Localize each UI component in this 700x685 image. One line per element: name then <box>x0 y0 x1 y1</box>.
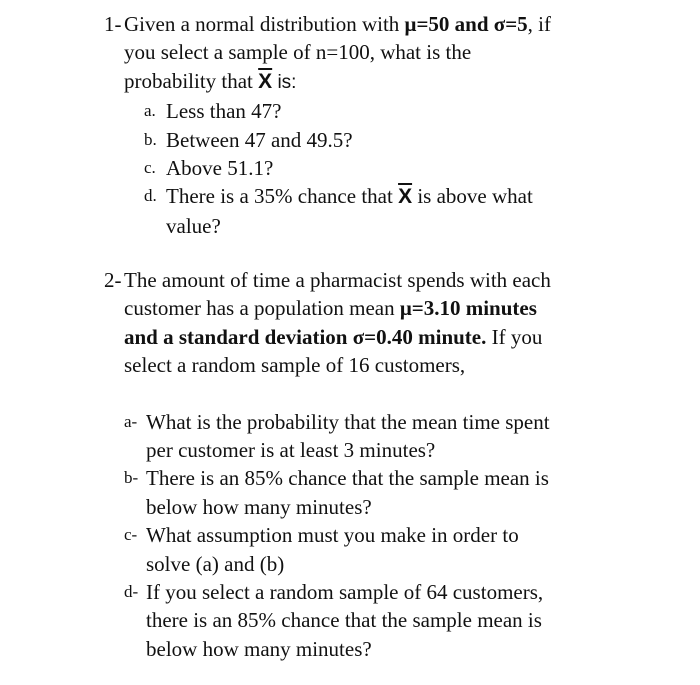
item-text: Above 51.1? <box>166 156 274 181</box>
item-label: b. <box>144 129 157 149</box>
question-2-line-3 <box>124 323 634 351</box>
q1-item-c <box>124 154 634 182</box>
q1-item-d <box>124 182 634 240</box>
question-2-stem <box>124 266 634 380</box>
q2-line2-text: customer has a population mean <box>124 296 400 321</box>
item-text-tail: is above what <box>412 184 533 209</box>
question-2-line-1: The amount of time a pharmacist spends with each <box>124 268 551 292</box>
item-line-1: There is an 85% chance that the sample mean is <box>146 466 549 491</box>
x-bar-symbol: $\overline{X}$ <box>258 69 273 93</box>
q1-item-b <box>124 126 634 154</box>
item-label: c. <box>144 158 156 178</box>
item-line-1: If you select a random sample of 64 customers, <box>146 580 544 605</box>
question-2-subparts <box>104 408 634 664</box>
q1-parameters: μ=50 and σ=5 <box>404 12 528 36</box>
item-label: a. <box>144 101 156 121</box>
q2-item-b <box>104 464 634 521</box>
question-2-line-4: select a random sample of 16 customers, <box>124 353 466 378</box>
question-2-line-2 <box>124 294 634 322</box>
q2-item-a <box>104 408 634 465</box>
question-2 <box>104 266 634 663</box>
item-line-1: What is the probability that the mean time spent <box>146 409 550 434</box>
question-1-line-3 <box>124 67 634 97</box>
item-line-2: per customer is at least 3 minutes? <box>146 438 436 463</box>
item-line-3: below how many minutes? <box>146 636 372 661</box>
question-1 <box>104 10 634 240</box>
question-1-line-1 <box>124 10 634 38</box>
item-line-2: there is an 85% chance that the sample mean is <box>146 608 542 633</box>
item-line-2: solve (a) and (b) <box>146 551 285 576</box>
item-text: Between 47 and 49.5? <box>166 127 353 152</box>
q2-line3-tail: If you <box>486 324 543 349</box>
question-1-subparts <box>124 97 634 240</box>
q1-line1-tail: , if <box>527 12 551 36</box>
item-label: c- <box>124 525 138 545</box>
q1-line3-text: probability that <box>124 68 259 93</box>
q2-std-dev: and a standard deviation σ=0.40 minute. <box>124 324 487 349</box>
item-label: d. <box>144 186 157 206</box>
q2-item-d <box>104 578 634 663</box>
item-line-1: What assumption must you make in order to <box>146 523 519 548</box>
q2-item-c <box>104 521 634 578</box>
question-1-line-2: you select a sample of n=100, what is the <box>124 40 472 65</box>
item-text: There is a 35% chance that <box>166 184 399 209</box>
item-text-line-2: value? <box>166 213 221 238</box>
item-line-2: below how many minutes? <box>146 494 372 519</box>
item-label: d- <box>124 582 139 602</box>
q2-mean: μ=3.10 minutes <box>399 296 537 321</box>
q1-item-a <box>124 97 634 125</box>
question-1-stem <box>124 10 634 240</box>
item-text: Less than 47? <box>166 99 282 124</box>
item-label: b- <box>124 468 139 488</box>
question-1-number: 1- <box>104 12 122 36</box>
q1-line1-text: Given a normal distribution with <box>124 12 405 36</box>
question-2-number: 2- <box>104 268 122 292</box>
item-label: a- <box>124 411 138 431</box>
q1-line3-tail: is: <box>272 71 297 93</box>
x-bar-symbol: $\overline{X}$ <box>398 185 413 209</box>
